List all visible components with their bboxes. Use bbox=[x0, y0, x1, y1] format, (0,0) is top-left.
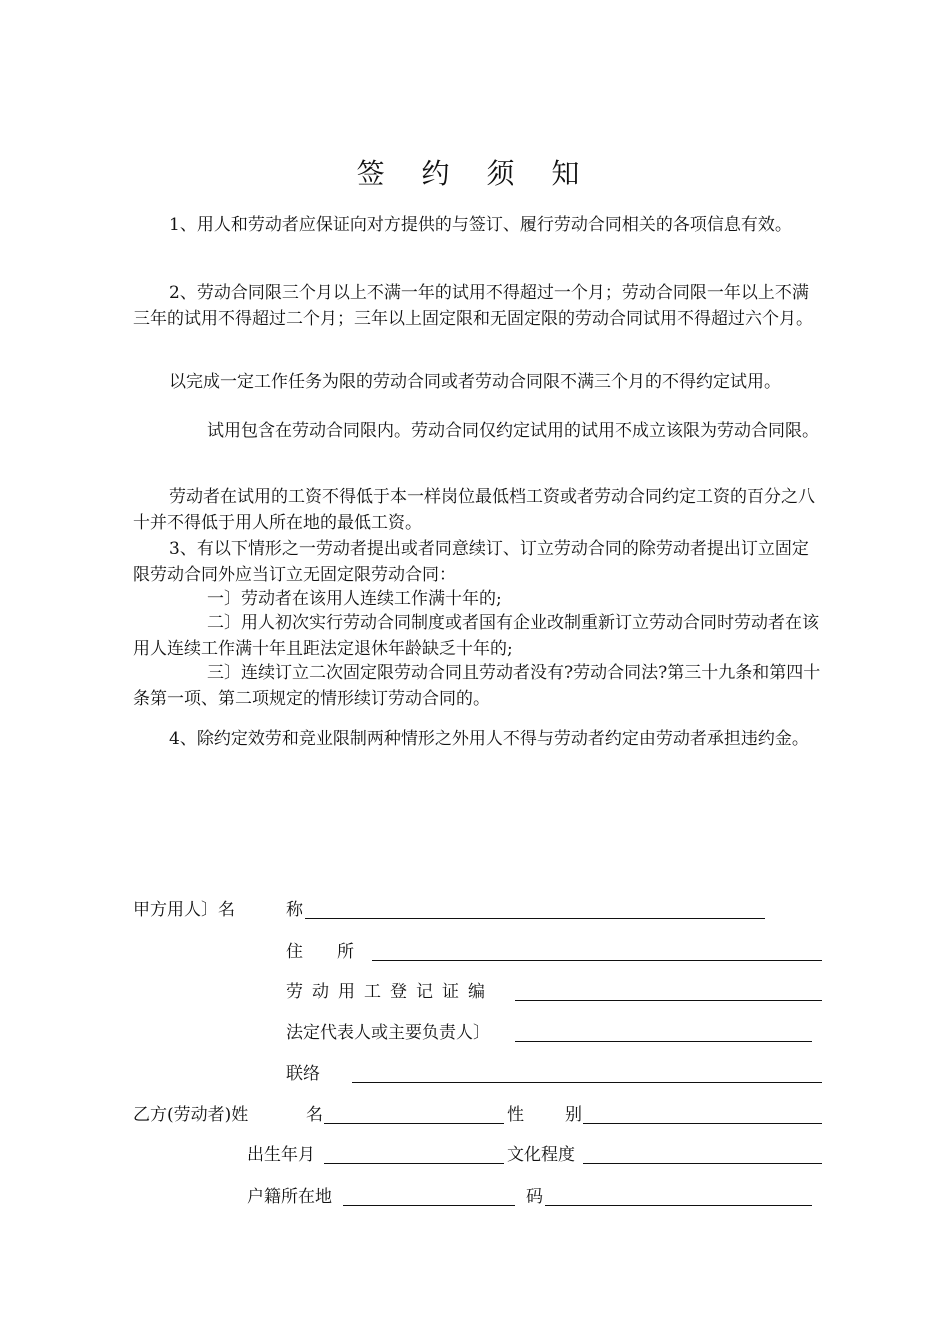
party-a-registration-field[interactable] bbox=[515, 1000, 822, 1001]
party-b-education-label: 文化程度 bbox=[507, 1145, 575, 1165]
party-b-gender-label-2: 别 bbox=[565, 1105, 582, 1125]
party-b-label: 乙方(劳动者)姓 bbox=[133, 1105, 249, 1125]
party-b-gender-field[interactable] bbox=[583, 1123, 822, 1124]
party-b-household-label: 户籍所在地 bbox=[247, 1187, 332, 1207]
party-a-contact-label: 联络 bbox=[286, 1064, 320, 1084]
party-b-education-field[interactable] bbox=[583, 1163, 822, 1164]
document-title: 签 约 须 知 bbox=[356, 157, 594, 190]
clause-3-item-2: 二〕用人初次实行劳动合同制度或者国有企业改制重新订立劳动合同时劳动者在该用人连续工作满十年且距法定退休年龄缺乏十年的; bbox=[133, 613, 819, 659]
party-a-contact-field[interactable] bbox=[352, 1082, 822, 1083]
clause-2: 2、劳动合同限三个月以上不满一年的试用不得超过一个月；劳动合同限一年以上不满三年的试用不得超过二个月；三年以上固定限和无固定限的劳动合同试用不得超过六个月。 bbox=[133, 283, 813, 329]
clause-2-task-contract: 以完成一定工作任务为限的劳动合同或者劳动合同限不满三个月的不得约定试用。 bbox=[169, 372, 781, 392]
party-b-code-label: 码 bbox=[526, 1187, 543, 1207]
clause-3-item-3: 三〕连续订立二次固定限劳动合同且劳动者没有?劳动合同法?第三十九条和第四十条第一项、第二项规定的情形续订劳动合同的。 bbox=[133, 663, 821, 709]
party-a-registration-label: 劳动用工登记证编 bbox=[286, 982, 494, 1002]
party-a-representative-field[interactable] bbox=[515, 1041, 812, 1042]
clause-2-probation-included: 试用包含在劳动合同限内。劳动合同仅约定试用的试用不成立该限为劳动合同限。 bbox=[207, 421, 819, 441]
party-b-gender-label-1: 性 bbox=[507, 1105, 524, 1125]
party-b-birth-label: 出生年月 bbox=[247, 1145, 315, 1165]
clause-3: 3、有以下情形之一劳动者提出或者同意续订、订立劳动合同的除劳动者提出订立固定限劳动合同外应当订立无固定限劳动合同： bbox=[133, 539, 809, 585]
party-a-name-field[interactable] bbox=[305, 918, 765, 919]
party-b-household-field[interactable] bbox=[343, 1205, 515, 1206]
party-b-name-label: 名 bbox=[306, 1105, 323, 1125]
party-b-code-field[interactable] bbox=[545, 1205, 812, 1206]
party-a-representative-label: 法定代表人或主要负责人〕 bbox=[286, 1023, 490, 1043]
party-a-address-label: 住 所 bbox=[286, 942, 354, 962]
party-a-name-label: 称 bbox=[286, 900, 303, 920]
clause-2-probation-wage: 劳动者在试用的工资不得低于本一样岗位最低档工资或者劳动合同约定工资的百分之八十并不得低于用人所在地的最低工资。 bbox=[133, 487, 815, 533]
party-a-label: 甲方用人〕名 bbox=[133, 900, 235, 920]
clause-1: 1、用人和劳动者应保证向对方提供的与签订、履行劳动合同相关的各项信息有效。 bbox=[169, 215, 792, 235]
clause-4: 4、除约定效劳和竞业限制两种情形之外用人不得与劳动者约定由劳动者承担违约金。 bbox=[169, 729, 809, 749]
party-a-address-field[interactable] bbox=[372, 960, 822, 961]
clause-3-item-1: 一〕劳动者在该用人连续工作满十年的; bbox=[207, 589, 502, 609]
party-b-name-field[interactable] bbox=[324, 1123, 504, 1124]
party-b-birth-field[interactable] bbox=[324, 1163, 504, 1164]
